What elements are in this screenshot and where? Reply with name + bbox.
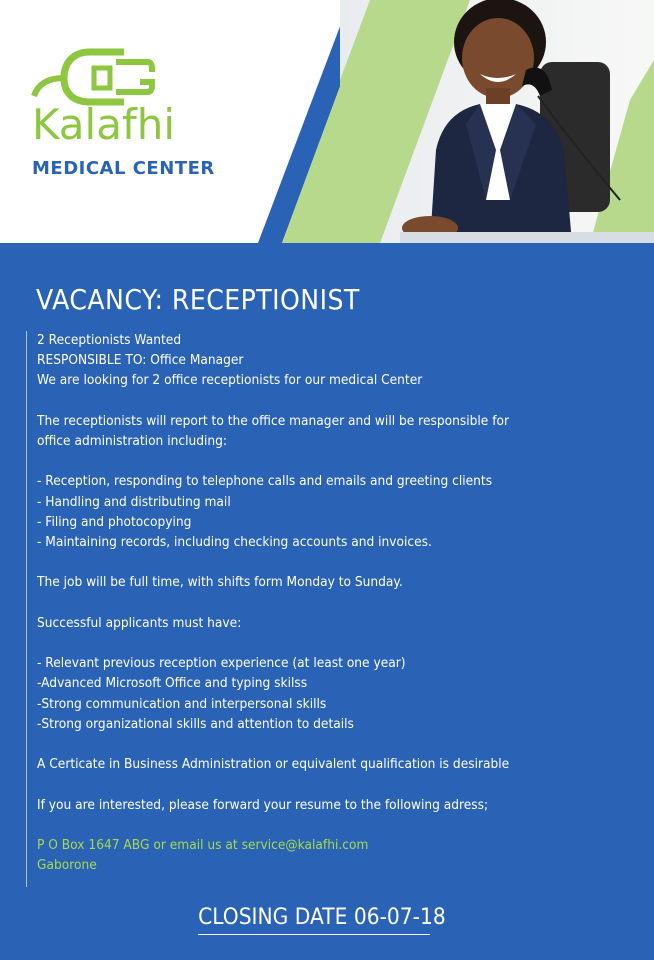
report-line: The receptionists will report to the office manager and will be responsible for <box>37 413 510 429</box>
intro-line: We are looking for 2 office receptionists for our medical Center <box>37 373 423 389</box>
duty-item: - Maintaining records, including checking accounts and invoices. <box>37 535 432 550</box>
certificate-text: A Certicate in Business Administration or equivalent qualification is desirable <box>37 757 510 773</box>
duty-item: - Filing and photocopying <box>37 514 192 530</box>
requirement-item: -Strong communication and interpersonal skills <box>37 696 327 712</box>
intro-line: RESPONSIBLE TO: Office Manager <box>37 353 244 369</box>
logo-subtitle: MEDICAL CENTER <box>32 158 215 179</box>
contact-city: Gaborone <box>37 858 97 874</box>
requirement-item: -Strong organizational skills and attention to details <box>37 716 354 732</box>
intro-line: 2 Receptionists Wanted <box>37 333 182 348</box>
apply-text: If you are interested, please forward your resume to the following adress; <box>37 797 489 813</box>
vacancy-section <box>0 243 654 960</box>
vacancy-body <box>26 331 626 887</box>
contact-address[interactable]: P O Box 1647 ABG or email us at service@kalafhi.com <box>37 837 369 853</box>
report-line: office administration including: <box>37 434 228 449</box>
requirements-heading: Successful applicants must have: <box>37 615 242 631</box>
requirement-item: - Relevant previous reception experience (at least one year) <box>37 656 406 672</box>
shifts-text: The job will be full time, with shifts form Monday to Sunday. <box>37 575 403 591</box>
header <box>0 0 654 243</box>
receptionist-photo <box>340 0 654 243</box>
closing-date: CLOSING DATE 06-07-18 <box>198 905 430 935</box>
page-title: VACANCY: RECEPTIONIST <box>36 283 360 316</box>
duty-item: - Handling and distributing mail <box>37 494 231 510</box>
logo-name: Kalafhi <box>32 100 176 149</box>
duty-item: - Reception, responding to telephone calls and emails and greeting clients <box>37 474 493 490</box>
requirement-item: -Advanced Microsoft Office and typing skilss <box>37 676 308 692</box>
